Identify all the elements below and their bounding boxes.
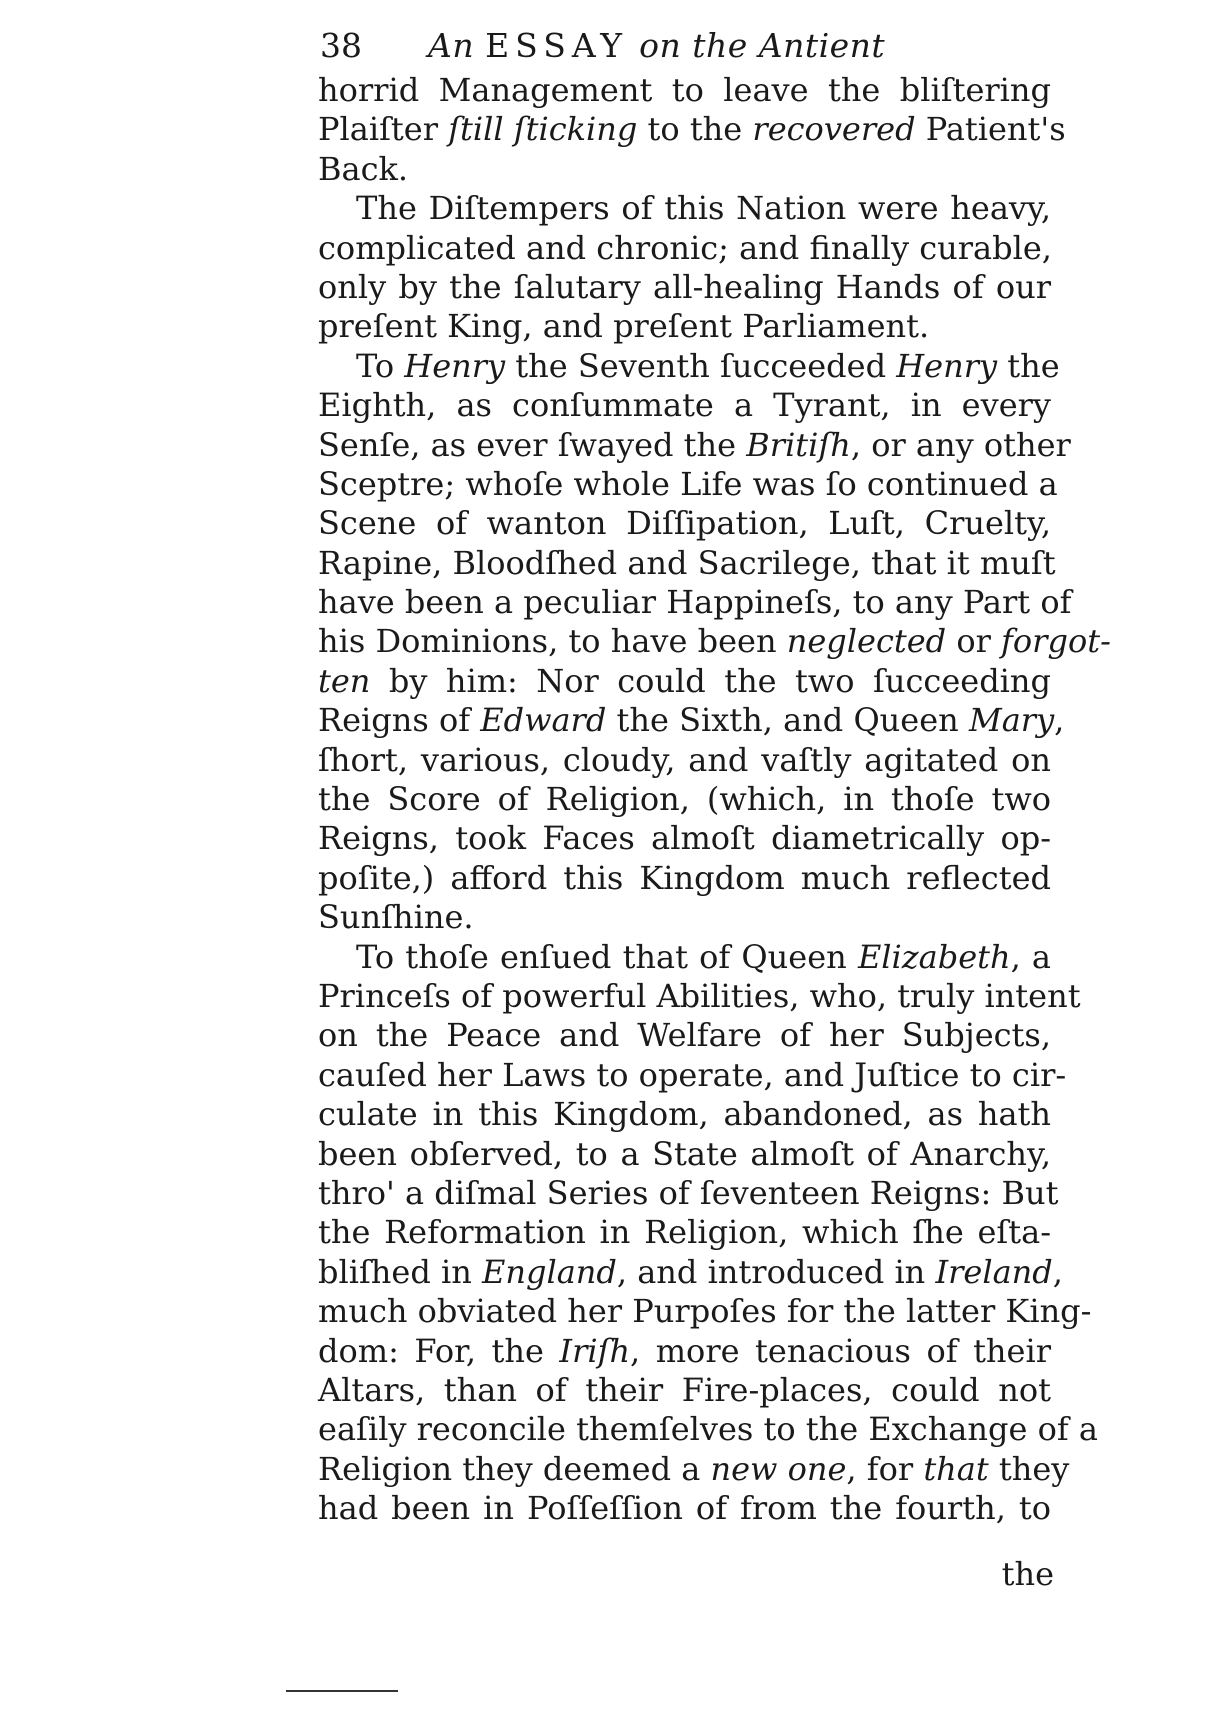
body-text xyxy=(318,71,1111,1528)
italic-segment: neglected xyxy=(786,622,947,661)
text-line xyxy=(318,1489,1051,1528)
italic-segment: ten xyxy=(318,661,371,700)
text-segment: , or any other xyxy=(850,425,1071,464)
text-segment: the xyxy=(997,346,1060,385)
text-segment: culate in this Kingdom, abandoned, as hath xyxy=(318,1095,1051,1134)
text-segment: the Score of Religion, (which, in thoſe two xyxy=(318,780,1051,819)
text-segment: ſhort, various, cloudy, and vaſtly agitated on xyxy=(318,740,1051,779)
text-line xyxy=(318,898,1051,937)
footer-rule xyxy=(286,1690,398,1692)
text-line xyxy=(318,819,1051,858)
text-segment: , for xyxy=(846,1449,924,1488)
text-segment: , more tenacious of their xyxy=(630,1331,1052,1370)
text-segment: To thoſe enſued that of Queen xyxy=(356,937,858,976)
text-line xyxy=(318,386,1051,425)
italic-segment: Britiſh xyxy=(746,425,851,464)
text-segment: Senſe, as ever ſwayed the xyxy=(318,425,747,464)
text-segment: Sceptre; whoſe whole Life was ſo continued a xyxy=(318,464,1058,503)
text-line xyxy=(318,1016,1051,1055)
text-segment: the Sixth, and Queen xyxy=(606,701,969,740)
text-segment: Altars, than of their Fire-places, could not xyxy=(318,1370,1051,1409)
text-segment: or xyxy=(946,622,1002,661)
title-prefix: An xyxy=(428,26,475,65)
text-segment: only by the ſalutary all-healing Hands of our xyxy=(318,267,1051,306)
text-segment: had been in Poſſeſſion of from the fourth, to xyxy=(318,1489,1051,1528)
italic-segment: that xyxy=(923,1449,989,1488)
text-segment: much obviated her Purpoſes for the latter King- xyxy=(318,1292,1092,1331)
text-segment: Princeſs of powerful Abilities, who, truly intent xyxy=(318,976,1081,1015)
italic-segment: Henry xyxy=(896,346,998,385)
text-segment: they xyxy=(988,1449,1070,1488)
text-line xyxy=(318,504,1051,543)
text-segment: bliſhed in xyxy=(318,1252,483,1291)
running-title xyxy=(428,24,885,68)
text-line xyxy=(318,189,1051,228)
text-segment: to the xyxy=(637,110,753,149)
text-segment: , and introduced in xyxy=(616,1252,936,1291)
title-main: ESSAY xyxy=(485,26,629,65)
text-segment: eaſily reconcile themſelves to the Exchange of a xyxy=(318,1410,1098,1449)
text-line xyxy=(318,938,1051,977)
text-line xyxy=(318,1292,1092,1331)
text-line xyxy=(318,1449,1070,1489)
text-line xyxy=(318,425,1071,465)
text-segment: dom: For, the xyxy=(318,1331,560,1370)
text-segment: The Diſtempers of this Nation were heavy, xyxy=(356,189,1051,228)
text-line xyxy=(318,622,1111,661)
text-segment: Plaiſter xyxy=(318,110,449,149)
text-segment: Religion they deemed a xyxy=(318,1449,711,1488)
text-segment: preſent King, and preſent Parliament. xyxy=(318,307,930,346)
text-line xyxy=(318,71,1051,110)
italic-segment: new one xyxy=(710,1449,847,1488)
text-line xyxy=(318,701,1065,740)
text-line xyxy=(318,583,1072,622)
text-segment: Back. xyxy=(318,149,409,188)
text-line xyxy=(318,346,1060,386)
italic-segment: forgot- xyxy=(1001,622,1111,661)
text-line xyxy=(318,1095,1051,1134)
italic-segment: Mary xyxy=(968,701,1055,740)
text-segment: Patient's xyxy=(915,110,1066,149)
text-segment: thro' a diſmal Series of ſeventeen Reigns: But xyxy=(318,1173,1059,1212)
italic-segment: Iriſh xyxy=(559,1331,631,1370)
text-line xyxy=(318,859,1051,898)
text-segment: , xyxy=(1052,1252,1063,1291)
text-line xyxy=(318,464,1058,504)
text-segment: To xyxy=(356,346,405,385)
italic-segment: recovered xyxy=(752,110,916,149)
text-line xyxy=(318,780,1051,819)
text-line xyxy=(318,307,1051,346)
title-suffix: on the Antient xyxy=(639,26,886,65)
text-segment: by him: Nor could the two ſucceeding xyxy=(370,661,1051,700)
italic-segment: Edward xyxy=(480,701,607,740)
running-header xyxy=(320,24,1060,68)
text-line xyxy=(318,662,1051,701)
text-line xyxy=(318,1371,1051,1410)
text-line xyxy=(318,150,1051,189)
italic-segment: Ireland xyxy=(935,1252,1053,1291)
text-line xyxy=(318,1252,1063,1292)
text-segment: Sunſhine. xyxy=(318,898,474,937)
catchword: the xyxy=(1001,1555,1054,1593)
text-segment: been obſerved, to a State almoſt of Anarchy, xyxy=(318,1134,1051,1173)
text-segment: complicated and chronic; and finally curable, xyxy=(318,228,1052,267)
text-segment: Reigns, took Faces almoſt diametrically op- xyxy=(318,819,1051,858)
text-line xyxy=(318,543,1056,583)
italic-segment: Elizabeth xyxy=(857,937,1011,976)
text-line xyxy=(318,268,1051,307)
text-line xyxy=(318,229,1051,268)
italic-segment: England xyxy=(482,1252,617,1291)
text-segment: , xyxy=(1054,701,1065,740)
page-number: 38 xyxy=(320,26,362,65)
text-segment: Eighth, as conſummate a Tyrant, in every xyxy=(318,386,1051,425)
text-segment: , a xyxy=(1010,937,1052,976)
text-line xyxy=(318,1055,1067,1095)
text-line xyxy=(318,1135,1051,1174)
italic-segment: ſtill ſticking xyxy=(448,110,638,149)
text-segment: poſite,) afford this Kingdom much reflected xyxy=(318,858,1051,897)
text-segment: Rapine, Bloodſhed and Sacrilege, that it muſt xyxy=(318,543,1056,582)
text-line xyxy=(318,110,1066,149)
italic-segment: Henry xyxy=(404,346,506,385)
text-line xyxy=(318,1213,1051,1252)
text-line xyxy=(318,1332,1051,1371)
text-segment: on the Peace and Welfare of her Subjects, xyxy=(318,1016,1051,1055)
text-line xyxy=(318,1173,1059,1213)
text-segment: his Dominions, to have been xyxy=(318,622,787,661)
text-segment: the Reformation in Religion, which ſhe eſta- xyxy=(318,1213,1051,1252)
text-segment: cauſed her Laws to operate, and Juſtice to cir- xyxy=(318,1055,1067,1094)
text-line xyxy=(318,1410,1098,1449)
text-line xyxy=(318,741,1051,780)
text-segment: Scene of wanton Diſſipation, Luſt, Cruelty, xyxy=(318,504,1051,543)
text-segment: Reigns of xyxy=(318,701,481,740)
text-segment: horrid Management to leave the bliſtering xyxy=(318,71,1051,109)
text-line xyxy=(318,976,1081,1016)
text-segment: the Seventh ſucceeded xyxy=(505,346,897,385)
text-segment: have been a peculiar Happineſs, to any Part of xyxy=(318,583,1072,622)
